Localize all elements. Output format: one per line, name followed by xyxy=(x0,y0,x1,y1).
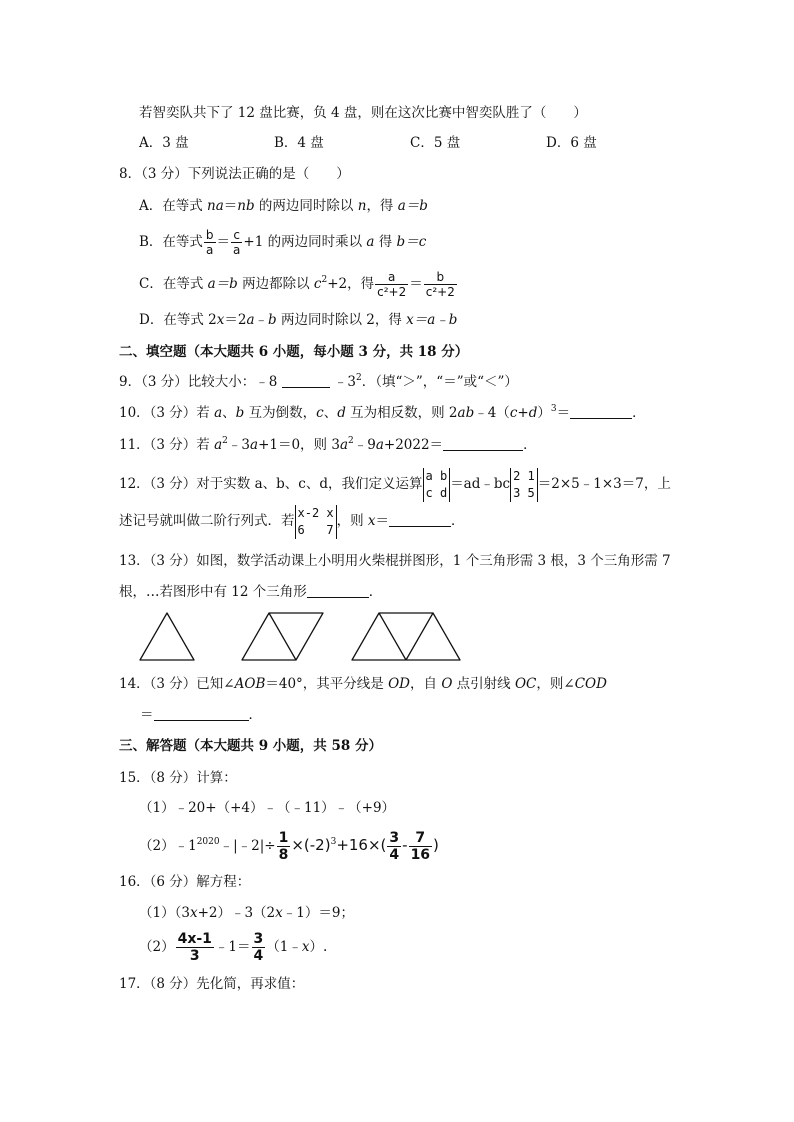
determinant-2135: 2 1 3 5 xyxy=(510,468,538,502)
fraction-b-over-a: $\frac{b}{a}$ xyxy=(205,228,214,257)
section-2-heading: 二、填空题（本大题共 6 小题，每小题 3 分，共 18 分） xyxy=(119,344,469,360)
answer-blank xyxy=(154,706,249,721)
q7-stem: 若智奕队共下了 12 盘比赛，负 4 盘，则在这次比赛中智奕队胜了（ ） xyxy=(139,105,587,121)
q15-heading: 15．（8 分）计算： xyxy=(119,770,237,786)
q9: 9．（3 分）比较大小：﹣8 $﹣3^2$．（填“＞”，“＝”或“＜”） xyxy=(119,373,518,390)
q13-line1: 13．（3 分）如图，数学活动课上小明用火柴棍拼图形，1 个三角形需 3 根，3 个三角形需 7 xyxy=(119,553,671,569)
answer-blank xyxy=(307,583,369,598)
q8-option-a: A．在等式 na＝nb 的两边同时除以 n，得 a＝b xyxy=(139,198,428,214)
q14-line1: 14．（3 分）已知∠AOB＝40°，其平分线是 OD，自 O 点引射线 OC，则∠COD xyxy=(119,676,607,692)
q13-line2: 根，…若图形中有 12 个三角形 ． xyxy=(119,584,383,600)
q7-option-c: C．5 盘 xyxy=(410,135,461,151)
q8-option-c: C．在等式 a＝b 两边都除以 $c^2+2$，得 $\frac{a}{\text{c²+2}}$ ＝ $\frac{b}{\text{c²+2}}$ xyxy=(139,270,455,299)
fraction-b-over-c2-plus-2: $\frac{b}{\text{c²+2}}$ xyxy=(425,270,455,299)
q7-option-d: D．6 盘 xyxy=(546,135,597,151)
q15-part-2: $(2)﹣1^{2020}﹣|﹣2|\div$ $\frac{1}{8}$ $\times(-2)^3+16\times$( $\frac{3}{4}$ - $\frac{7}{16}$ ) xyxy=(139,830,439,863)
q7-option-a: A．3 盘 xyxy=(139,135,189,151)
answer-blank xyxy=(389,512,451,527)
q17-heading: 17．（8 分）先化简，再求值： xyxy=(119,976,305,992)
q16-part-1: （1）（3x+2）﹣3（2x﹣1）＝9； xyxy=(139,905,354,921)
answer-blank xyxy=(443,436,523,451)
q14-line2: ＝ ． xyxy=(140,707,262,723)
q8-option-d: D．在等式 2x＝2a﹣b 两边同时除以 2，得 x＝a﹣b xyxy=(139,312,458,328)
determinant-x: x-2 x 6 7 xyxy=(295,505,337,539)
fraction-3-over-4: $\frac{3}{4}$ xyxy=(389,830,400,863)
fraction-4x-1-over-3: $\frac{4x-1}{3}$ xyxy=(177,931,212,964)
q8-option-b: B．在等式 $\frac{b}{a}$ ＝ $\frac{c}{a}$ +1 的两边同时乘以 a 得 b＝c xyxy=(139,228,427,257)
matchstick-triangles-figure xyxy=(130,605,470,665)
q15-part-1: （1）﹣20+（+4）﹣（﹣11）﹣（+9） xyxy=(139,800,396,816)
determinant-abcd: a b c d xyxy=(423,468,451,502)
fraction-c-over-a: $\frac{c}{a}$ xyxy=(233,228,241,257)
q10: 10．（3 分）若 a、b 互为倒数，c、d 互为相反数，则 $2ab﹣4(c+d)^3=$ ． xyxy=(119,404,646,421)
q16-part-2: （2） $\frac{4x-1}{3}$ ﹣1＝ $\frac{3}{4}$ （1﹣x）. xyxy=(139,931,328,964)
figure-five-triangles xyxy=(352,613,460,660)
q7-option-b: B．4 盘 xyxy=(274,135,324,151)
q12-line2: 述记号就叫做二阶行列式．若 x-2 x 6 7 ，则 x＝ ． xyxy=(119,505,465,537)
q12-line1: 12．（3 分）对于实数 a、b、c、d，我们定义运算 a b c d ＝ad﹣bc 2 1 3 5 ＝2×5﹣1×3＝7，上 xyxy=(119,468,671,500)
section-3-heading: 三、解答题（本大题共 9 小题，共 58 分） xyxy=(119,738,382,754)
q16-heading: 16．（6 分）解方程： xyxy=(119,874,251,890)
figure-three-triangles xyxy=(242,613,323,660)
answer-blank xyxy=(282,373,330,388)
fraction-a-over-c2-plus-2: $\frac{a}{\text{c²+2}}$ xyxy=(377,270,407,299)
q11: 11．（3 分）若 $a^2﹣3a+1=0$，则 $3a^2﹣9a+2022=$ ． xyxy=(119,436,537,453)
fraction-7-over-16: $\frac{7}{16}$ xyxy=(410,830,431,863)
answer-blank xyxy=(570,404,632,419)
figure-one-triangle xyxy=(140,613,194,660)
fraction-3-over-4: $\frac{3}{4}$ xyxy=(253,931,264,964)
fraction-1-over-8: $\frac{1}{8}$ xyxy=(278,830,289,863)
q8-heading: 8．（3 分）下列说法正确的是（ ） xyxy=(119,166,350,182)
